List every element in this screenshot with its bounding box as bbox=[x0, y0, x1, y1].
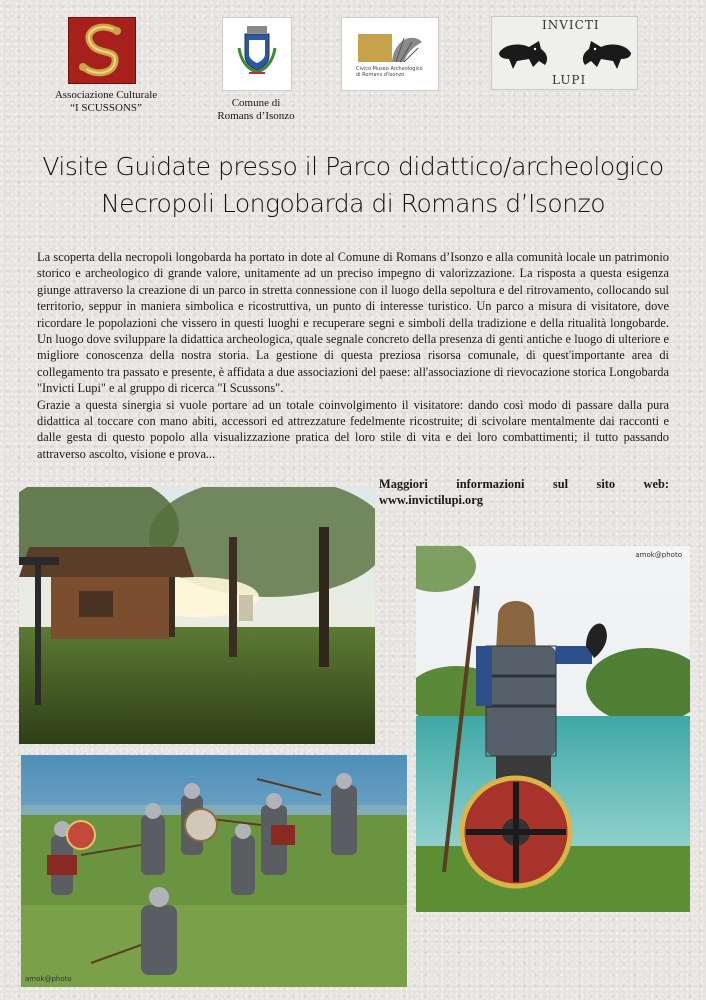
museum-logo bbox=[341, 17, 439, 91]
museum-logo-text: Civico Museo Archeologico di Romans d'Isonzo bbox=[356, 66, 423, 78]
website-link[interactable]: www.invictilupi.org bbox=[379, 493, 483, 508]
title-line-1: Visite Guidate presso il Parco didattico/archeologico bbox=[42, 152, 664, 181]
more-info-label: Maggiori informazioni sul sito web: bbox=[379, 477, 669, 491]
battle-reenactment-photo bbox=[21, 755, 407, 987]
warrior-photo-credit: amok@photo bbox=[635, 551, 682, 559]
wolves-icon bbox=[495, 35, 635, 71]
park-hut-photo bbox=[19, 487, 375, 744]
i-scussons-logo bbox=[68, 17, 136, 84]
invicti-text: INVICTI bbox=[542, 18, 600, 32]
page-title bbox=[20, 148, 686, 222]
association-caption: Associazione Culturale “I SCUSSONS” bbox=[54, 89, 158, 114]
warrior-photo bbox=[416, 546, 690, 912]
battle-photo-credit: amok@photo bbox=[25, 975, 72, 983]
paragraph-1: La scoperta della necropoli longobarda ha portato in dote al Comune di Romans d’Isonzo e alla comunità locale un patrimonio storico e archeologico di grande valore, unitamente ad un preciso impegno di valorizzazione. La risposta a questa esigenza giunge attraverso la creazione di un parco in stretta connessione con il luogo della sepoltura e del ritrovamento, collocando sul territorio, seppur in maniera simbolica e ricostruttiva, un punto di interesse turistico. Un parco a misura di visitatore, dove ricordare le popolazioni che vissero in questi luoghi e recuperare segni e simboli della tradizione e della ritualità longobarde. Un luogo dove sviluppare la didattica archeologica, quale segnale concreto della presenza di genti antiche e luogo di ulteriore e migliore conoscenza della nostra storia. La gestione di questa preziosa risorsa comunale, di quest'importante area di collegamento tra passato e presente, è affidata a due associazioni del paese: all'associazione di rievocazione storica Longobarda "Invicti Lupi" e al gruppo di ricerca "I Scussons". bbox=[37, 250, 669, 396]
lupi-text: LUPI bbox=[552, 73, 587, 87]
comune-caption: Comune di Romans d’Isonzo bbox=[217, 97, 295, 122]
comune-coat-of-arms-icon bbox=[222, 17, 292, 91]
paragraph-2: Grazie a questa sinergia si vuole portare ad un totale coinvolgimento il visitatore: dando così modo di passare dalla pura didattica al toccare con mano abiti, accessori ed attrezzature fedelmente ricostruite; di scivolare mentalmente dai racconti e dalle gesta di questo popolo alla visualizzazione pratica del loro stile di vita e dei loro combattimenti; il tutto passando attraverso ascolto, visione e prova... bbox=[37, 397, 669, 461]
more-info bbox=[379, 476, 669, 509]
invicti-lupi-logo bbox=[491, 16, 638, 90]
body-text bbox=[37, 249, 669, 462]
title-line-2: Necropoli Longobarda di Romans d’Isonzo bbox=[100, 189, 605, 218]
